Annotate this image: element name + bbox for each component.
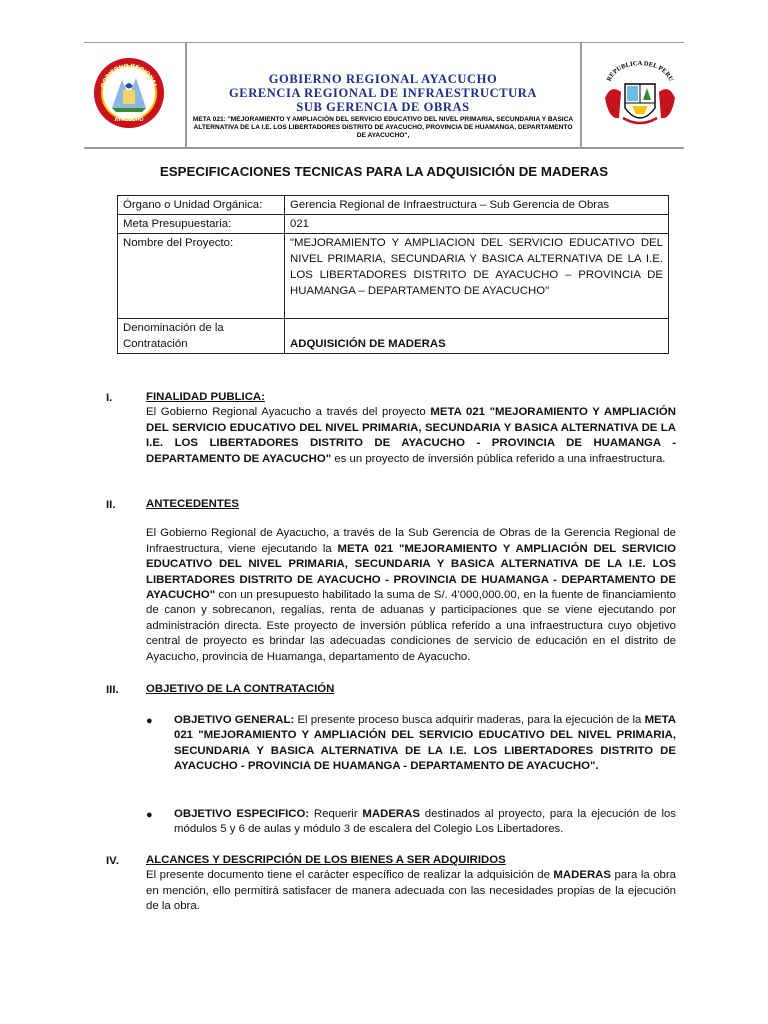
header-line-3: SUB GERENCIA DE OBRAS [296, 100, 470, 114]
s4-text-a: El presente documento tiene el carácter específico de realizar la adquisición de [146, 869, 554, 882]
header-meta-text: META 021: "MEJORAMIENTO Y AMPLIACIÓN DEL SERVICIO EDUCATIVO DEL NIVEL PRIMARIA, SECUNDARIA Y BASICA ALTERNATIVA DE LA I.E. LOS LIBERTADORES DISTRITO DE AYACUCHO, PROVINCIA DE HUAMANGA, DEPARTAMENTO DE AYACUCHO", [192, 116, 574, 139]
table-row [118, 196, 669, 215]
section-4-title: ALCANCES Y DESCRIPCIÓN DE LOS BIENES A SER ADQUIRIDOS [146, 854, 506, 866]
section-3-number: III. [106, 684, 119, 696]
s2-text-bold: META 021 "MEJORAMIENTO Y AMPLIACIÓN DEL SERVICIO EDUCATIVO DEL NIVEL PRIMARIA, SECUNDARIA Y BASICA ALTERNATIVA DE LA I.E. LOS LIBERTADORES DISTRITO DE AYACUCHO - PROVINCIA DE HUAMANGA - DEPARTAMENTO DE AYACUCHO" [146, 542, 677, 602]
s1-text-bold: META 021 "MEJORAMIENTO Y AMPLIACIÓN DEL SERVICIO EDUCATIVO DEL NIVEL PRIMARIA, SECUNDARIA Y BASICA ALTERNATIVA DE LA I.E. LOS LIBERTADORES DISTRITO DE AYACUCHO - PROVINCIA DE HUAMANGA - DEPARTAMENTO DE AYACUCHO" [146, 406, 676, 465]
s2-text-a: El Gobierno Regional de Ayacucho, a través de la Sub Gerencia de Obras de la Gerencia Regional de Infraestructura, viene ejecutando la [146, 527, 676, 555]
section-3-title [146, 682, 676, 697]
letterhead [84, 40, 684, 152]
section-2-paragraph [146, 526, 676, 665]
seal-top-text: GOBIERNO REGIONAL [99, 62, 159, 89]
objective-specific [174, 807, 676, 838]
section-1 [146, 390, 676, 467]
bullet-1-marker: ● [146, 715, 153, 727]
section-4-number: IV. [106, 855, 119, 867]
objective-specific-text-c: destinados al proyecto, para la ejecución de los módulos 5 y 6 de aulas y módulo 3 de escalera del Colegio Los Libertadores. [174, 808, 677, 836]
table-key [118, 319, 285, 354]
table-row [118, 319, 669, 354]
table-value: Gerencia Regional de Infraestructura – Sub Gerencia de Obras [285, 196, 669, 215]
header-bottom-rule [84, 147, 684, 149]
section-4-paragraph [146, 868, 676, 914]
section-1-number: I. [106, 392, 113, 404]
table-key-text: Denominación de la Contratación [123, 322, 224, 350]
table-key: Órgano o Unidad Orgánica: [118, 196, 285, 215]
coat-arms-caption: REPUBLICA DEL PERU [605, 60, 675, 83]
section-1-paragraph [146, 405, 676, 467]
regional-government-seal [92, 56, 166, 135]
section-3-title-text: OBJETIVO DE LA CONTRATACIÓN [146, 683, 335, 695]
s2-text-c: con un presupuesto habilitado la suma de S/. 4'000,000.00, en la fuente de financiamiento de canon y sobrecanon, regalías, renta de aduanas y participaciones que se viene ejecutando por administración directa. Este proyecto de inversión pública referido a una infraestructura cuyo objetivo central de proyecto es brindar las adecuadas condiciones de servicio de educación en el distrito de Ayacucho, provincia de Huamanga, departamento de Ayacucho. [146, 589, 676, 663]
section-4 [146, 853, 676, 915]
s1-text-a: El Gobierno Regional Ayacucho a través del proyecto [146, 406, 431, 419]
objective-specific-bold: MADERAS [362, 808, 420, 820]
table-value: 021 [285, 215, 669, 234]
table-row [118, 234, 669, 319]
header-top-rule [84, 42, 684, 43]
section-2-title: ANTECEDENTES [146, 498, 240, 510]
objective-general-text: El presente proceso busca adquirir maderas, para la ejecución de la [294, 714, 645, 726]
table-value: ADQUISICIÓN DE MADERAS [285, 319, 669, 354]
table-value: "MEJORAMIENTO Y AMPLIACION DEL SERVICIO EDUCATIVO DEL NIVEL PRIMARIA, SECUNDARIA Y BASICA ALTERNATIVA DE LA I.E. LOS LIBERTADORES DISTRITO DE AYACUCHO – PROVINCIA DE HUAMANGA – DEPARTAMENTO DE AYACUCHO" [285, 234, 669, 319]
section-1-title: FINALIDAD PUBLICA: [146, 391, 265, 403]
header-left-divider [185, 42, 187, 149]
s1-text-c: es un proyecto de inversión pública referido a una infraestructura. [331, 452, 666, 465]
s4-text-c: para la obra en mención, ello permitirá satisfacer de manera adecuada con las necesidades propias de la ejecución de la obra. [146, 869, 676, 913]
table-key: Meta Presupuestaria: [118, 215, 285, 234]
table-key: Nombre del Proyecto: [118, 234, 285, 319]
seal-bottom-text: AYACUCHO [114, 117, 144, 123]
svg-text:REPUBLICA DEL PERU [606, 60, 675, 83]
project-info-table [117, 195, 669, 354]
section-2-number: II. [106, 499, 116, 511]
s4-text-bold: MADERAS [553, 869, 612, 882]
objective-general-bold: META 021 "MEJORAMIENTO Y AMPLIACIÓN DEL SERVICIO EDUCATIVO DEL NIVEL PRIMARIA, SECUNDARIA Y BASICA ALTERNATIVA DE LA I.E. LOS LIBERTADORES DISTRITO DE AYACUCHO - PROVINCIA DE HUAMANGA - DEPARTAMENTO DE AYACUCHO". [174, 714, 676, 773]
objective-specific-text-a: Requerir [309, 808, 363, 820]
header-line-1: GOBIERNO REGIONAL AYACUCHO [268, 72, 498, 86]
table-row [118, 215, 669, 234]
peru-coat-of-arms [597, 58, 683, 139]
header-right-divider [580, 42, 582, 149]
section-2 [146, 497, 676, 665]
objective-specific-label: OBJETIVO ESPECIFICO: [174, 808, 310, 820]
objective-general-label: OBJETIVO GENERAL: [174, 714, 295, 726]
header-text-block [190, 72, 576, 140]
document-title: ESPECIFICACIONES TECNICAS PARA LA ADQUISICIÓN DE MADERAS [159, 164, 609, 179]
objective-general [174, 713, 676, 775]
header-line-2: GERENCIA REGIONAL DE INFRAESTRUCTURA [228, 86, 538, 100]
bullet-2-marker: ● [146, 809, 153, 821]
